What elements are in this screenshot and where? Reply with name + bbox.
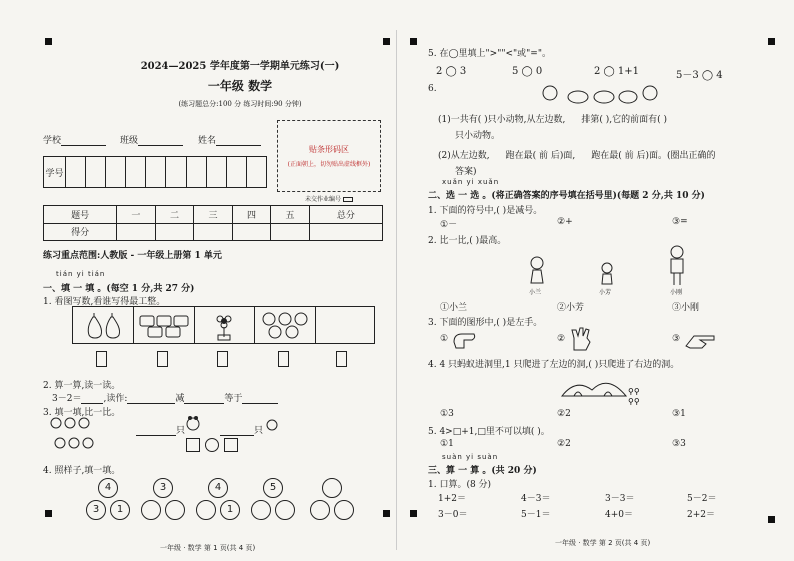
- label-class: 班级: [120, 133, 183, 146]
- score-cell[interactable]: [232, 223, 271, 241]
- panda-icon: [186, 416, 200, 432]
- tree-top: 4: [208, 478, 228, 498]
- answer-box[interactable]: [96, 351, 107, 367]
- q1-picture-box: [72, 306, 375, 344]
- exam-subject: 一年级 数学: [207, 79, 273, 93]
- question-4: 4. 照样子,填一填。: [43, 466, 121, 476]
- option[interactable]: ①: [440, 334, 449, 344]
- chicks-icon: [259, 310, 311, 342]
- section3-pinyin: suàn yi suàn: [442, 453, 499, 461]
- section2-pinyin: xuǎn yi xuǎn: [442, 178, 500, 186]
- q2-equation: 3－2＝ ,读作: 减 等于: [52, 391, 278, 404]
- answer-box[interactable]: [217, 351, 228, 367]
- q3-compare-a: 只: [136, 423, 185, 436]
- calc-item[interactable]: 3－0＝: [438, 510, 468, 520]
- score-cell[interactable]: [309, 223, 382, 241]
- score-table: [43, 205, 383, 241]
- calc-item[interactable]: 4+0＝: [605, 510, 633, 520]
- score-cell[interactable]: [194, 223, 233, 241]
- q6-part1: (1)一共有( )只小动物,从左边数, 排第( ),它的前面有( ): [438, 115, 667, 125]
- exam-title: 2024—2025 学年度第一学期单元练习(一): [140, 61, 340, 72]
- option[interactable]: ②2: [557, 439, 571, 449]
- calc-item[interactable]: 5－1＝: [521, 510, 551, 520]
- number-cell[interactable]: [126, 157, 146, 188]
- registration-mark: [410, 510, 417, 517]
- hand-icon: [684, 330, 716, 350]
- q5-item[interactable]: 5 ◯ 0: [512, 66, 543, 77]
- tree-left: 3: [86, 500, 106, 520]
- number-cell[interactable]: [186, 157, 206, 188]
- compare-box[interactable]: [224, 438, 238, 452]
- animals-icon: [48, 415, 104, 453]
- animals-row-icon: [540, 83, 660, 107]
- calc-item[interactable]: 4－3＝: [521, 494, 551, 504]
- section3-title: 三、算 一 算 。(共 20 分): [428, 466, 537, 476]
- select-4: 4. 4 只蚂蚁进洞里,1 只爬进了左边的洞,( )只爬进了右边的洞。: [428, 360, 680, 370]
- score-header: 一: [117, 206, 156, 224]
- score-header: 二: [155, 206, 194, 224]
- svg-text:⚲⚲: ⚲⚲: [628, 387, 640, 396]
- compare-box[interactable]: [186, 438, 200, 452]
- option[interactable]: ③1: [672, 409, 686, 419]
- registration-mark: [383, 510, 390, 517]
- tree-right[interactable]: 1: [220, 500, 240, 520]
- option[interactable]: ①－: [440, 220, 458, 230]
- label-number: 学号: [44, 157, 66, 188]
- question-5: 5. 在◯里填上">""<"或"="。: [428, 49, 551, 59]
- score-header: 三: [194, 206, 233, 224]
- option[interactable]: ②: [557, 334, 566, 344]
- barcode-note: (正面朝上，切勿贴出虚线框外): [287, 161, 371, 168]
- option[interactable]: ②+: [557, 217, 573, 227]
- registration-mark: [768, 38, 775, 45]
- page-divider: [396, 30, 397, 550]
- tree-top: 5: [263, 478, 283, 498]
- q6-part2-cont: 答案): [455, 167, 477, 177]
- calc-item[interactable]: 5－2＝: [687, 494, 717, 504]
- score-header: 题号: [44, 206, 117, 224]
- score-cell[interactable]: [271, 223, 310, 241]
- option[interactable]: ③小刚: [672, 303, 700, 313]
- option[interactable]: ③: [672, 334, 681, 344]
- select-3: 3. 下面的图形中,( )是左手。: [428, 318, 543, 328]
- absent-label: 未交作业编号: [305, 194, 353, 203]
- hand-icon: [452, 330, 478, 350]
- score-header: 五: [271, 206, 310, 224]
- practice-scope: 练习重点范围:人教版 - 一年级上册第 1 单元: [43, 251, 222, 261]
- ant-hill-icon: [560, 372, 660, 406]
- registration-mark: [383, 38, 390, 45]
- number-cell[interactable]: [166, 157, 186, 188]
- calc-item[interactable]: 2+2＝: [687, 510, 715, 520]
- score-cell[interactable]: [117, 223, 156, 241]
- label-name: 姓名: [198, 133, 261, 146]
- option[interactable]: ③3: [672, 439, 686, 449]
- girl-icon: [596, 261, 618, 285]
- q5-item[interactable]: 2 ◯ 3: [436, 66, 467, 77]
- compare-circle[interactable]: [205, 438, 219, 452]
- answer-box[interactable]: [157, 351, 168, 367]
- hand-icon: [570, 326, 594, 352]
- tree-right: 1: [110, 500, 130, 520]
- page-footer-right: 一年级 · 数学 第 2 页(共 4 页): [555, 539, 651, 547]
- select-1: 1. 下面的符号中,( )是减号。: [428, 206, 543, 216]
- question-1: 1. 看图写数,看谁写得最工整。: [43, 297, 166, 307]
- page-footer-left: 一年级 · 数学 第 1 页(共 4 页): [160, 544, 256, 552]
- number-cell[interactable]: [246, 157, 266, 188]
- barcode-area: [277, 120, 381, 192]
- question-3: 3. 填一填,比一比。: [43, 408, 121, 418]
- q6-part2: (2)从左边数, 跑在最( 前 后)面, 跑在最( 前 后)面。(圈出正确的: [438, 151, 716, 161]
- registration-mark: [410, 38, 417, 45]
- tree-top: 4: [98, 478, 118, 498]
- option[interactable]: ①1: [440, 439, 454, 449]
- answer-box[interactable]: [278, 351, 289, 367]
- pears-icon: [83, 311, 125, 341]
- label-school: 学校: [43, 133, 106, 146]
- number-cell[interactable]: [146, 157, 166, 188]
- q5-item[interactable]: 2 ◯ 1+1: [594, 66, 640, 77]
- barcode-title: 贴条形码区: [309, 145, 349, 154]
- section2-title: 二、选 一 选 。(将正确答案的序号填在括号里)(每题 2 分,共 10 分): [428, 191, 705, 201]
- student-number-grid: [43, 156, 267, 188]
- option[interactable]: ②2: [557, 409, 571, 419]
- calc-item[interactable]: 3－3＝: [605, 494, 635, 504]
- tree-left[interactable]: [310, 500, 330, 520]
- tree-right[interactable]: [275, 500, 295, 520]
- calc-item[interactable]: 1+2＝: [438, 494, 466, 504]
- registration-mark: [45, 510, 52, 517]
- girl-icon: [525, 255, 549, 285]
- tree-right[interactable]: [165, 500, 185, 520]
- svg-text:⚲⚲: ⚲⚲: [628, 397, 640, 406]
- option[interactable]: ②小芳: [557, 303, 585, 313]
- section1-title: 一、填 一 填 。(每空 1 分,共 27 分): [43, 284, 195, 294]
- question-2: 2. 算一算,读一读。: [43, 381, 121, 391]
- section1-pinyin: tián yi tián: [56, 270, 106, 278]
- score-row-label: 得分: [44, 223, 117, 241]
- number-cell[interactable]: [226, 157, 246, 188]
- score-cell[interactable]: [155, 223, 194, 241]
- q3-compare-b: 只: [220, 423, 263, 436]
- select-5: 5. 4>□+1,□里不可以填( )。: [428, 427, 550, 437]
- registration-mark: [45, 38, 52, 45]
- registration-mark: [768, 516, 775, 523]
- person-name: 小兰: [529, 289, 542, 296]
- tree-top: 3: [153, 478, 173, 498]
- option[interactable]: ③=: [672, 217, 688, 227]
- q5-item[interactable]: 5－3 ◯ 4: [676, 70, 723, 81]
- cakes-icon: [138, 313, 190, 339]
- calc-1: 1. 口算。(8 分): [428, 480, 492, 490]
- flower-icon: [212, 313, 236, 341]
- number-cell[interactable]: [106, 157, 126, 188]
- q6-part1-cont: 只小动物。: [455, 131, 501, 141]
- chick-icon: [265, 418, 279, 432]
- question-6: 6.: [428, 84, 437, 94]
- score-header: 四: [232, 206, 271, 224]
- option[interactable]: ①3: [440, 409, 454, 419]
- tree-right[interactable]: [334, 500, 354, 520]
- number-cell[interactable]: [66, 157, 86, 188]
- person-name: 小刚: [670, 289, 683, 296]
- boy-icon: [666, 244, 688, 286]
- answer-box[interactable]: [336, 351, 347, 367]
- person-name: 小芳: [599, 289, 612, 296]
- tree-top[interactable]: [322, 478, 342, 498]
- score-header: 总分: [309, 206, 382, 224]
- option[interactable]: ①小兰: [440, 303, 468, 313]
- tree-left[interactable]: [141, 500, 161, 520]
- exam-info: (练习题总分:100 分 练习时间:90 分钟): [178, 100, 302, 108]
- number-cell[interactable]: [206, 157, 226, 188]
- tree-left[interactable]: [196, 500, 216, 520]
- number-cell[interactable]: [86, 157, 106, 188]
- tree-left[interactable]: [251, 500, 271, 520]
- select-2: 2. 比一比,( )最高。: [428, 236, 507, 246]
